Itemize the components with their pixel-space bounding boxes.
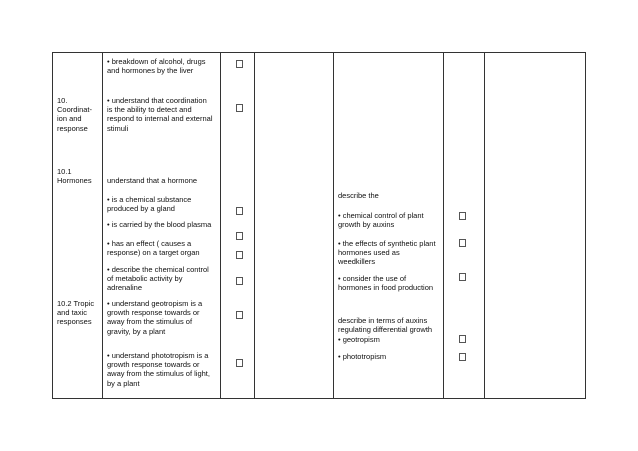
column-divider xyxy=(52,52,53,399)
column-divider xyxy=(254,52,255,399)
checkbox-coordination[interactable] xyxy=(236,104,243,112)
checkbox-target-organ[interactable] xyxy=(236,251,243,259)
topic-coordination: 10. Coordinat- ion and response xyxy=(57,96,93,133)
objective-chemical-substance: • is a chemical substance produced by a gland xyxy=(107,195,192,214)
extended-geotropism: • geotropism xyxy=(338,335,380,344)
extended-food-production: • consider the use of hormones in food production xyxy=(338,274,434,293)
checkbox-liver[interactable] xyxy=(236,60,243,68)
objective-blood-plasma: • is carried by the blood plasma xyxy=(107,220,212,229)
extended-hormone-intro: describe the xyxy=(338,191,379,200)
checkbox-adrenaline[interactable] xyxy=(236,277,243,285)
checkbox-weedkillers[interactable] xyxy=(459,239,466,247)
checkbox-plant-growth[interactable] xyxy=(459,212,466,220)
column-divider xyxy=(220,52,221,399)
extended-plant-growth: • chemical control of plant growth by auxins xyxy=(338,211,424,230)
objective-target-organ: • has an effect ( causes a response) on a target organ xyxy=(107,239,200,258)
objective-phototropism: • understand phototropism is a growth response towards or away from the stimulus of light, by a plant xyxy=(107,351,210,388)
topic-tropic: 10.2 Tropic and taxic responses xyxy=(57,299,95,327)
extended-weedkillers: • the effects of synthetic plant hormones used as weedkillers xyxy=(338,239,436,267)
column-divider xyxy=(333,52,334,399)
topic-hormones: 10.1 Hormones xyxy=(57,167,92,186)
checkbox-chemical-substance[interactable] xyxy=(236,207,243,215)
checkbox-food-production[interactable] xyxy=(459,273,466,281)
checkbox-ext-phototropism[interactable] xyxy=(459,353,466,361)
objective-liver: • breakdown of alcohol, drugs and hormones by the liver xyxy=(107,57,206,76)
column-divider xyxy=(585,52,586,399)
column-divider xyxy=(484,52,485,399)
table-top-border xyxy=(52,52,586,53)
column-divider xyxy=(443,52,444,399)
table-bottom-border xyxy=(52,398,586,399)
objective-coordination: • understand that coordination is the ability to detect and respond to internal and external stimuli xyxy=(107,96,213,133)
extended-auxins: describe in terms of auxins regulating differential growth xyxy=(338,316,433,335)
extended-phototropism: • phototropism xyxy=(338,352,387,361)
column-divider xyxy=(102,52,103,399)
checkbox-geotropism[interactable] xyxy=(236,311,243,319)
objective-hormone-intro: understand that a hormone xyxy=(107,176,198,185)
objective-adrenaline: • describe the chemical control of metabolic activity by adrenaline xyxy=(107,265,209,293)
checkbox-phototropism[interactable] xyxy=(236,359,243,367)
objective-geotropism: • understand geotropism is a growth response towards or away from the stimulus of gravity, by a plant xyxy=(107,299,203,336)
checkbox-ext-geotropism[interactable] xyxy=(459,335,466,343)
checkbox-blood-plasma[interactable] xyxy=(236,232,243,240)
